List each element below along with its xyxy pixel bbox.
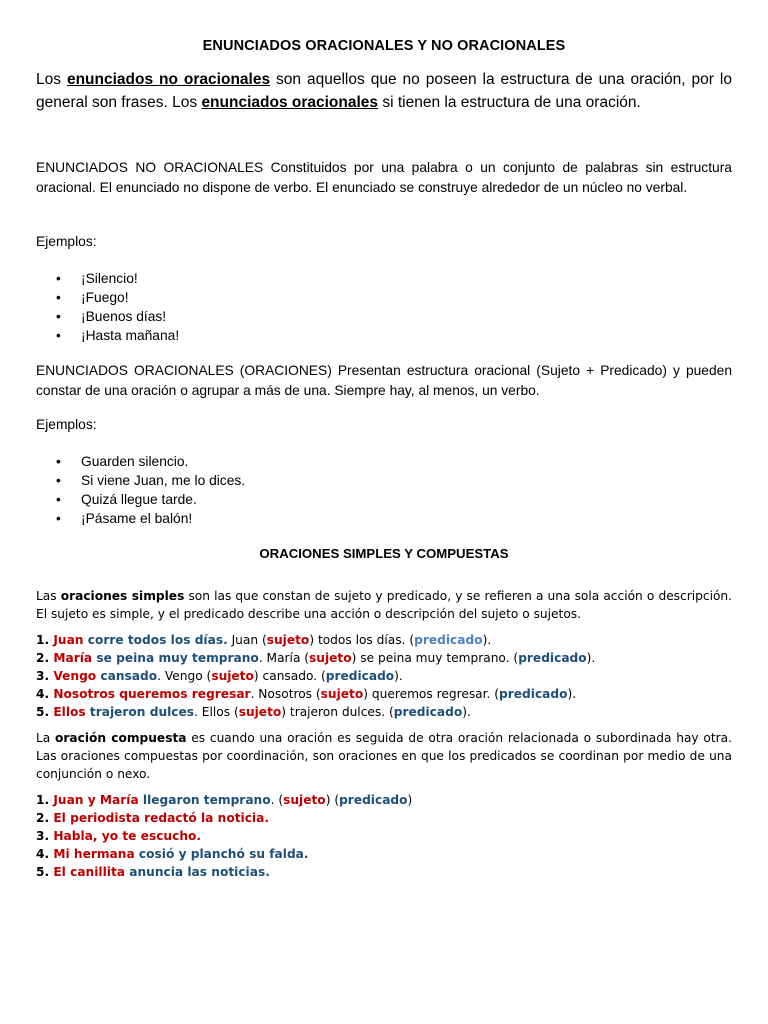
list-item	[36, 649, 736, 667]
list-item	[36, 631, 736, 649]
plain-text: ) cansado. (	[253, 669, 326, 683]
item-number: 5.	[36, 865, 54, 879]
intro-paragraph	[36, 69, 732, 114]
list-item: • Si viene Juan, me lo dices.	[81, 471, 245, 490]
subject-text: Vengo	[53, 669, 97, 683]
simples-text: Las	[36, 589, 61, 603]
examples-label: Ejemplos:	[36, 234, 97, 249]
simples-examples-list	[36, 631, 736, 721]
predicate-text: trajeron dulces	[85, 705, 195, 719]
plain-text: . Vengo (	[157, 669, 212, 683]
plain-text: .	[303, 847, 309, 861]
intro-term-oracionales: enunciados oracionales	[201, 93, 379, 111]
simples-text: son las que constan de sujeto y predicado, y se refieren a una sola acción o descripción. El sujeto es simple, y el predicado describe una acción o descripción del sujeto o sujetos.	[36, 589, 733, 621]
predicate-tag: predicado	[325, 669, 395, 683]
plain-text: ).	[567, 687, 577, 701]
subject-tag: sujeto	[283, 793, 326, 807]
subject-text: El canillita	[53, 865, 125, 879]
oracionales-paragraph: ENUNCIADOS ORACIONALES (ORACIONES) Presentan estructura oracional (Sujeto + Predicado) y pueden constar de una oración o agrupar a más de una. Siempre hay, al menos, un verbo.	[36, 363, 732, 398]
section-subtitle: ORACIONES SIMPLES Y COMPUESTAS	[259, 546, 509, 561]
plain-text: ) queremos regresar. (	[363, 687, 500, 701]
examples-label: Ejemplos:	[36, 417, 97, 432]
plain-text: . (	[270, 793, 284, 807]
subject-tag: sujeto	[266, 633, 310, 647]
plain-text: ).	[482, 633, 492, 647]
plain-text: .	[265, 865, 270, 879]
item-number: 4.	[36, 847, 54, 861]
plain-text: ).	[394, 669, 403, 683]
plain-text: ).	[462, 705, 471, 719]
list-item: • ¡Silencio!	[81, 269, 179, 288]
item-number: 1.	[36, 793, 54, 807]
compuesta-examples-list	[36, 791, 736, 881]
item-number: 5.	[36, 705, 54, 719]
subject-text: Ellos	[53, 705, 86, 719]
plain-text: Juan (	[227, 633, 267, 647]
subject-text: El periodista	[53, 811, 140, 825]
subject-tag: sujeto	[320, 687, 364, 701]
list-item: • ¡Hasta mañana!	[81, 326, 179, 345]
plain-text: ).	[586, 651, 596, 665]
predicate-tag: predicado	[518, 651, 587, 665]
subject-text: Nosotros	[53, 687, 116, 701]
subject-text: Habla,	[53, 829, 98, 843]
predicate-text: queremos regresar	[115, 687, 251, 701]
subject-text: Juan	[53, 633, 84, 647]
predicate-text: corre todos los días.	[83, 633, 228, 647]
list-item	[36, 827, 736, 845]
predicate-text: cansado	[96, 669, 158, 683]
no-oracionales-examples-list	[36, 269, 179, 345]
subject-tag: sujeto	[211, 669, 254, 683]
subject-text: Mi hermana	[53, 847, 135, 861]
list-item	[36, 863, 736, 881]
item-number: 3.	[36, 829, 54, 843]
compuesta-text: es cuando una oración es seguida de otra oración relacionada o subordinada hay otra. Las oraciones compuestas por coordinación, son oraciones en que los predicados se coordinan por medio de una conjunción o nexo.	[36, 731, 732, 781]
compuesta-paragraph	[36, 729, 732, 783]
list-item: • Quizá llegue tarde.	[81, 490, 245, 509]
simples-term: oraciones simples	[60, 589, 185, 603]
item-number: 2.	[36, 811, 54, 825]
list-item: • ¡Pásame el balón!	[81, 509, 245, 528]
intro-term-no-oracionales: enunciados no oracionales	[66, 71, 271, 88]
page-title: ENUNCIADOS ORACIONALES Y NO ORACIONALES	[202, 38, 566, 54]
list-item	[36, 791, 736, 809]
list-item	[36, 685, 736, 703]
plain-text: .	[264, 811, 269, 825]
item-number: 2.	[36, 651, 54, 665]
predicate-tag: predicado	[339, 793, 408, 807]
plain-text: ) (	[325, 793, 340, 807]
plain-text: )	[407, 793, 413, 807]
predicate-text: anuncia las noticias	[125, 865, 266, 879]
predicate-tag: predicado	[393, 705, 463, 719]
plain-text: .	[196, 829, 202, 843]
list-item	[36, 667, 736, 685]
list-item: • Guarden silencio.	[81, 452, 245, 471]
oracionales-examples-list	[36, 452, 245, 528]
item-number: 1.	[36, 633, 54, 647]
list-item	[36, 703, 736, 721]
intro-text: si tienen la estructura de una oración.	[378, 93, 641, 111]
predicate-text: cosió y planchó su falda	[134, 847, 304, 861]
plain-text: ) se peina muy temprano. (	[351, 651, 519, 665]
list-item: • ¡Buenos días!	[81, 307, 179, 326]
plain-text: ) todos los días. (	[309, 633, 415, 647]
intro-text: Los	[36, 71, 67, 88]
predicate-text: redactó la noticia	[139, 811, 265, 825]
predicate-text: yo te escucho	[97, 829, 197, 843]
list-item	[36, 845, 736, 863]
no-oracionales-paragraph: ENUNCIADOS NO ORACIONALES Constituidos por una palabra o un conjunto de palabras sin estructura oracional. El enunciado no dispone de verbo. El enunciado se construye alrededor de un núcleo no verbal.	[36, 160, 732, 195]
subject-text: Juan y María	[53, 793, 139, 807]
intro-text: son aquellos que no poseen la estructura de una oración, por lo general son frases. Los	[36, 71, 732, 111]
subject-text: María	[53, 651, 93, 665]
list-item: • ¡Fuego!	[81, 288, 179, 307]
item-number: 3.	[36, 669, 54, 683]
subject-tag: sujeto	[309, 651, 352, 665]
plain-text: . María (	[258, 651, 310, 665]
list-item	[36, 809, 736, 827]
item-number: 4.	[36, 687, 54, 701]
compuesta-term: oración compuesta	[55, 731, 187, 745]
subject-tag: sujeto	[238, 705, 282, 719]
predicate-tag: predicado	[414, 633, 483, 647]
predicate-text: se peina muy temprano	[92, 651, 259, 665]
predicate-text: llegaron temprano	[138, 793, 271, 807]
predicate-tag: predicado	[499, 687, 568, 701]
simples-paragraph	[36, 587, 732, 623]
compuesta-text: La	[36, 731, 56, 745]
plain-text: ) trajeron dulces. (	[281, 705, 394, 719]
plain-text: . Nosotros (	[250, 687, 321, 701]
plain-text: . Ellos (	[194, 705, 239, 719]
